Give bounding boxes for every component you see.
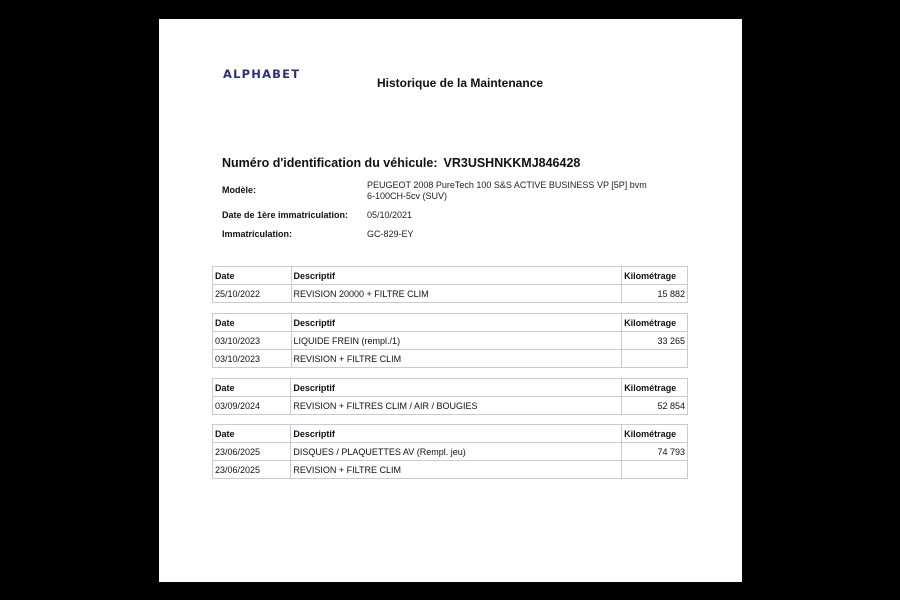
- model-value: [367, 180, 667, 202]
- header-mileage: Kilométrage: [622, 267, 688, 285]
- header-mileage: Kilométrage: [622, 314, 688, 332]
- alphabet-logo: ALPHABET: [223, 67, 301, 81]
- row-date: 23/06/2025: [213, 461, 291, 479]
- row-mileage: 33 265: [622, 332, 688, 350]
- first-registration-label: Date de 1ère immatriculation:: [222, 210, 349, 220]
- table-header-row: [213, 314, 688, 332]
- maintenance-table-2023: [212, 313, 688, 368]
- vin-label: Numéro d'identification du véhicule:: [222, 156, 438, 170]
- header-date: Date: [213, 379, 291, 397]
- page-title: Historique de la Maintenance: [377, 76, 544, 90]
- row-date: 03/10/2023: [213, 332, 292, 350]
- vin-heading: [222, 156, 580, 170]
- table-row: [213, 461, 688, 479]
- row-description: REVISION + FILTRES CLIM / AIR / BOUGIES: [291, 397, 622, 415]
- registration-label: Immatriculation:: [222, 229, 293, 239]
- maintenance-table-2024: [212, 378, 688, 415]
- row-mileage: 52 854: [622, 397, 688, 415]
- maintenance-table-2022: [212, 266, 688, 303]
- table-row: [213, 443, 688, 461]
- row-mileage: 74 793: [622, 443, 688, 461]
- row-description: REVISION + FILTRE CLIM: [291, 461, 622, 479]
- model-value-line1: PEUGEOT 2008 PureTech 100 S&S ACTIVE BUSINESS VP [5P] bvm: [367, 180, 647, 190]
- row-date: 03/09/2024: [213, 397, 291, 415]
- model-value-line2: 6-100CH-5cv (SUV): [367, 191, 448, 201]
- document-page: [159, 19, 742, 582]
- registration-value: GC-829-EY: [367, 229, 414, 239]
- table-row: [213, 397, 688, 415]
- table-header-row: [213, 267, 688, 285]
- row-description: REVISION + FILTRE CLIM: [291, 350, 622, 368]
- row-description: REVISION 20000 + FILTRE CLIM: [291, 285, 622, 303]
- first-registration-value: 05/10/2021: [367, 210, 413, 220]
- header-date: Date: [213, 267, 292, 285]
- header-date: Date: [213, 425, 291, 443]
- header-description: Descriptif: [291, 314, 622, 332]
- row-mileage: [622, 350, 688, 368]
- row-description: DISQUES / PLAQUETTES AV (Rempl. jeu): [291, 443, 622, 461]
- row-date: 25/10/2022: [213, 285, 292, 303]
- header-mileage: Kilométrage: [622, 425, 688, 443]
- header-date: Date: [213, 314, 292, 332]
- header-description: Descriptif: [291, 425, 622, 443]
- table-row: [213, 285, 688, 303]
- table-row: [213, 350, 688, 368]
- model-label: Modèle:: [222, 185, 257, 195]
- maintenance-table-2025: [212, 424, 688, 479]
- table-header-row: [213, 379, 688, 397]
- row-mileage: [622, 461, 688, 479]
- header-description: Descriptif: [291, 379, 622, 397]
- table-row: [213, 332, 688, 350]
- row-date: 03/10/2023: [213, 350, 292, 368]
- row-description: LIQUIDE FREIN (rempl./1): [291, 332, 622, 350]
- vin-value: VR3USHNKKMJ846428: [443, 156, 581, 170]
- header-description: Descriptif: [291, 267, 622, 285]
- row-date: 23/06/2025: [213, 443, 291, 461]
- table-header-row: [213, 425, 688, 443]
- header-mileage: Kilométrage: [622, 379, 688, 397]
- row-mileage: 15 882: [622, 285, 688, 303]
